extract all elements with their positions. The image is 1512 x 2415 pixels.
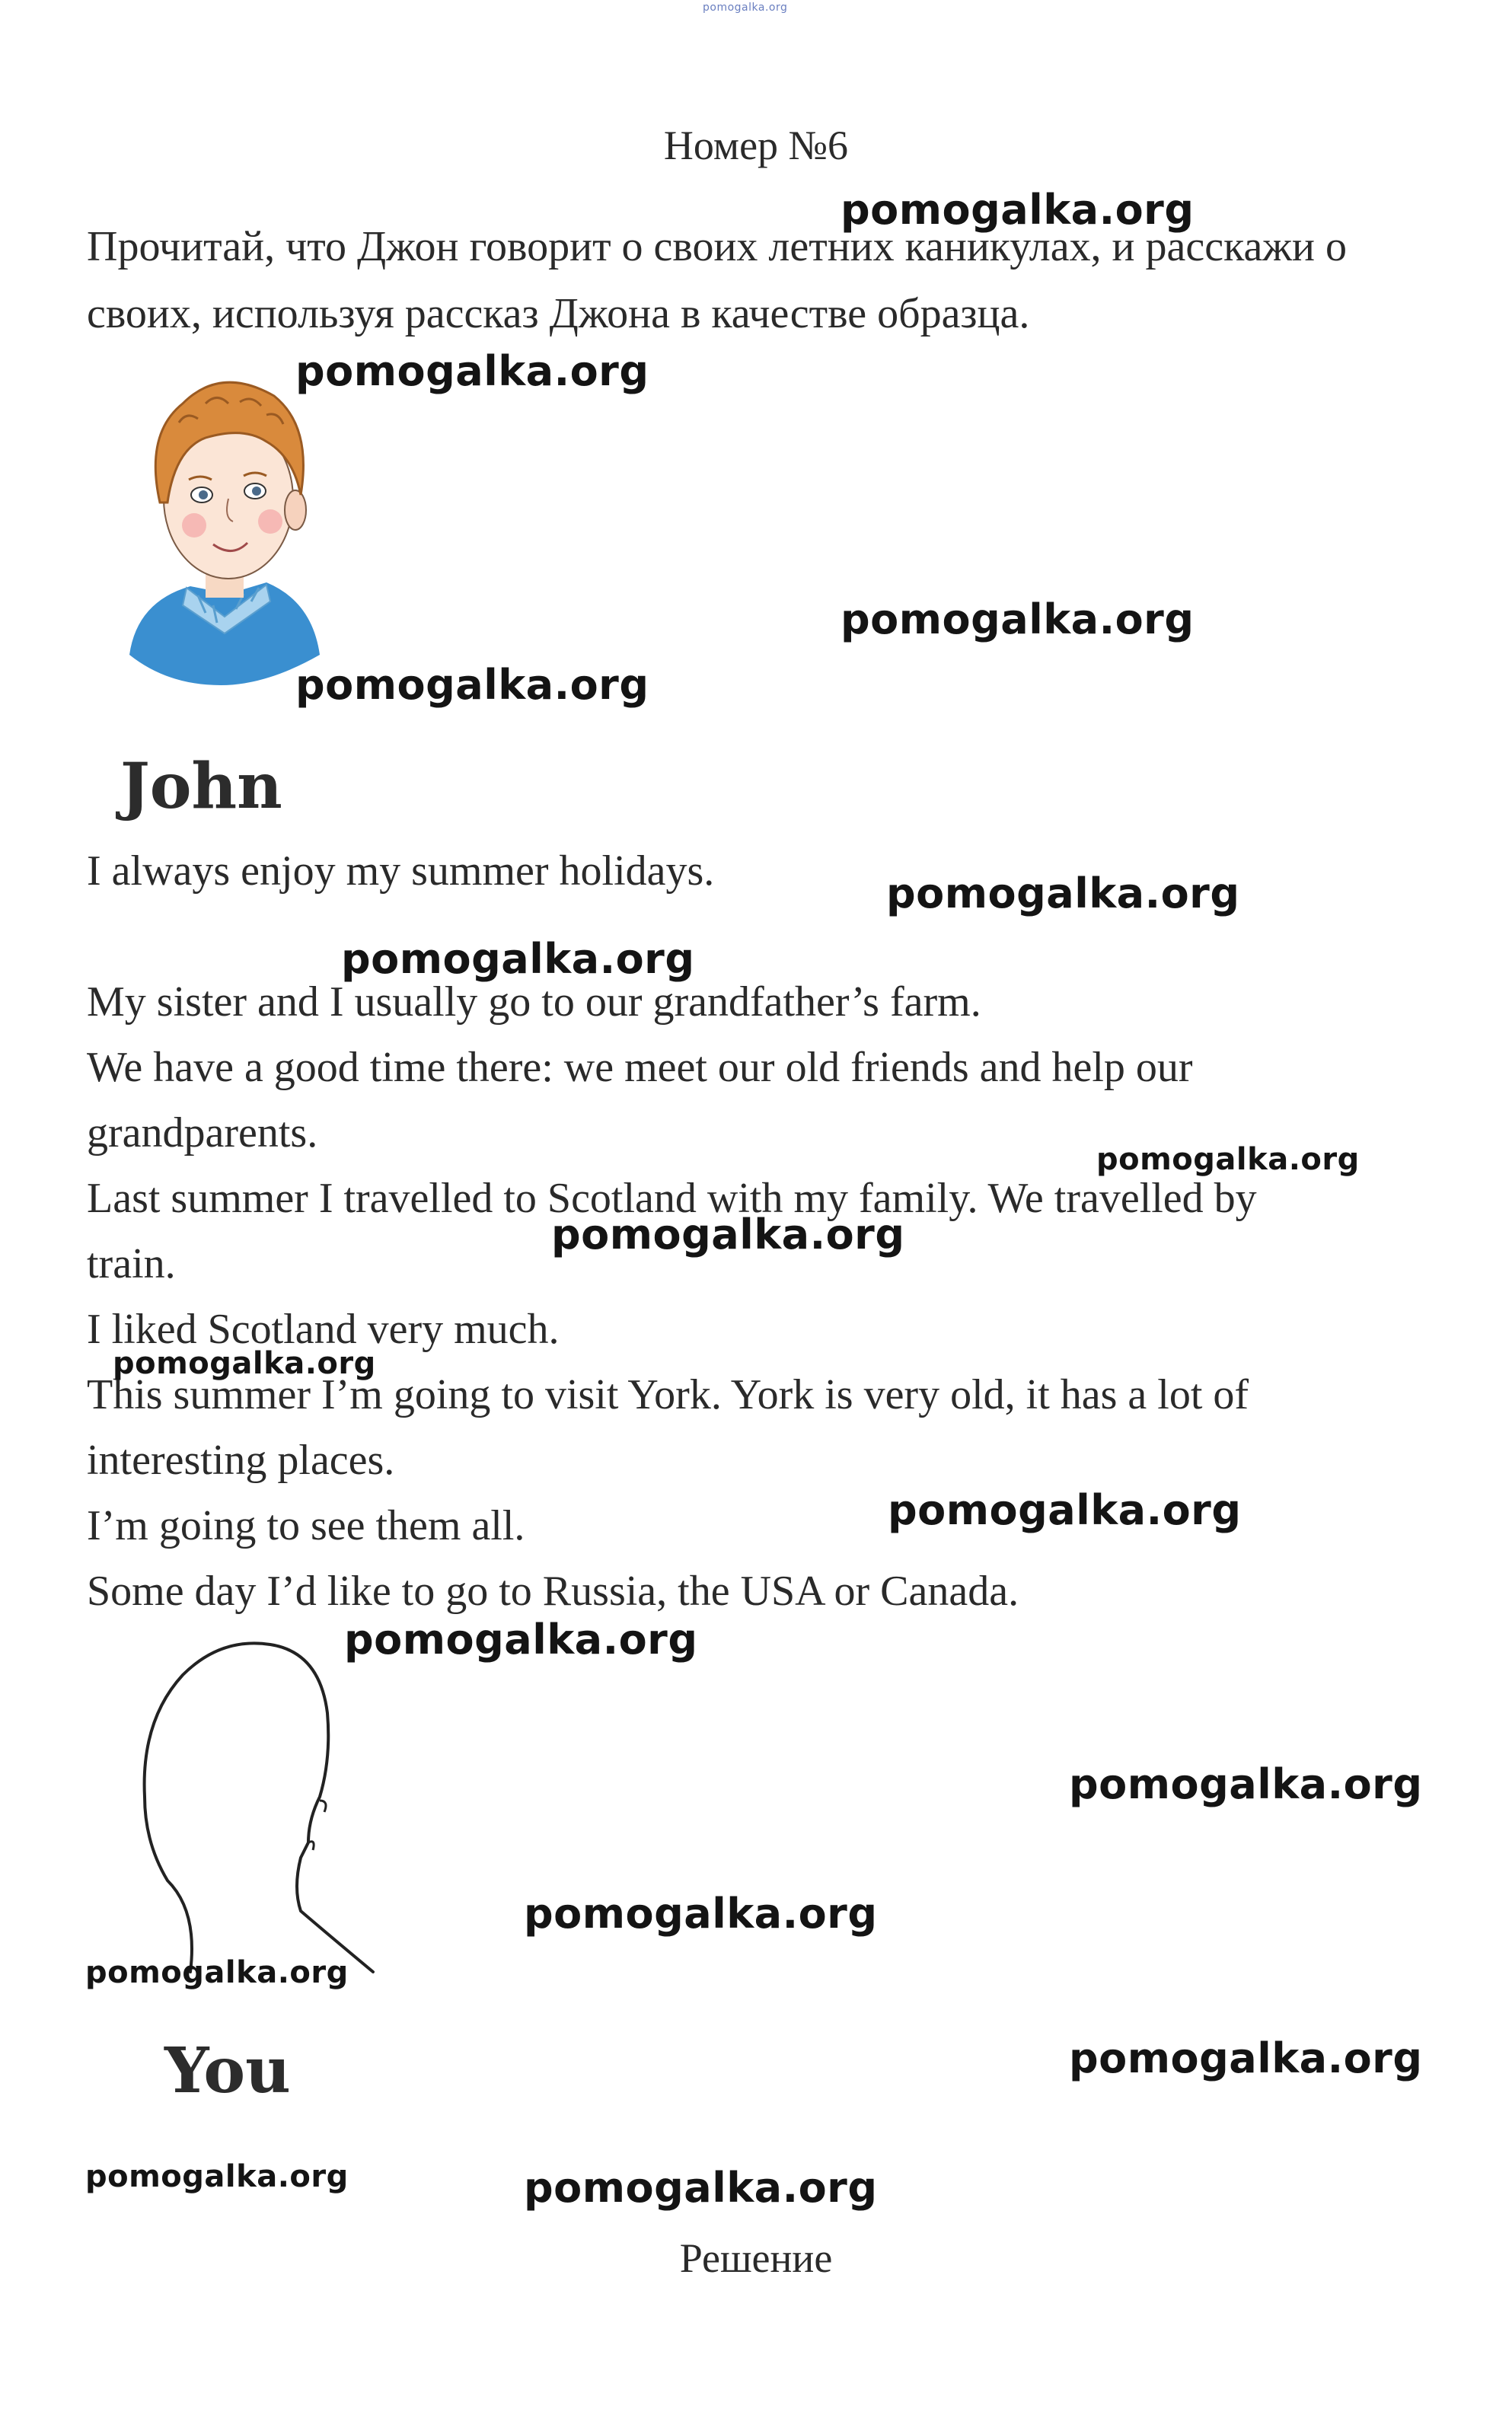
watermark: pomogalka.org: [524, 1890, 878, 1938]
header-watermark: pomogalka.org: [703, 2, 788, 14]
instruction-text: Прочитай, что Джон говорит о своих летних каникулах, и расскажи о своих, используя рассказ Джона в качестве образца.: [87, 223, 1347, 337]
story-line: train.: [87, 1240, 176, 1287]
watermark: pomogalka.org: [85, 2159, 349, 2194]
story-line: interesting places.: [87, 1437, 395, 1484]
watermark: pomogalka.org: [113, 1346, 376, 1381]
story-line: I liked Scotland very much.: [87, 1306, 560, 1353]
watermark: pomogalka.org: [886, 869, 1240, 917]
page-title: Номер №6: [663, 123, 849, 168]
watermark: pomogalka.org: [1069, 2034, 1423, 2082]
story-line: Some day I’d like to go to Russia, the USA or Canada.: [87, 1568, 1019, 1615]
story-line: I’m going to see them all.: [87, 1502, 525, 1549]
watermark: pomogalka.org: [841, 186, 1195, 234]
watermark: pomogalka.org: [295, 661, 649, 709]
watermark: pomogalka.org: [85, 1955, 349, 1990]
watermark: pomogalka.org: [344, 1616, 698, 1664]
you-silhouette: [137, 1629, 388, 1980]
watermark: pomogalka.org: [341, 935, 695, 983]
story-line: I always enjoy my summer holidays.: [87, 847, 715, 895]
john-caption: John: [120, 750, 282, 823]
watermark: pomogalka.org: [841, 595, 1195, 643]
story-line: This summer I’m going to visit York. York is very old, it has a lot of: [87, 1371, 1249, 1418]
watermark: pomogalka.org: [551, 1211, 905, 1259]
solution-label: Решение: [679, 2235, 833, 2281]
watermark: pomogalka.org: [524, 2164, 878, 2212]
you-caption: You: [164, 2034, 291, 2107]
story-line: Last summer I travelled to Scotland with my family. We travelled by: [87, 1175, 1257, 1222]
john-illustration: [114, 350, 327, 693]
story-line: We have a good time there: we meet our old friends and help our: [87, 1044, 1193, 1091]
watermark: pomogalka.org: [888, 1486, 1242, 1534]
story-line: My sister and I usually go to our grandfather’s farm.: [87, 978, 981, 1026]
watermark: pomogalka.org: [1096, 1142, 1360, 1177]
watermark: pomogalka.org: [295, 347, 649, 395]
watermark: pomogalka.org: [1069, 1760, 1423, 1808]
story-line: grandparents.: [87, 1109, 318, 1156]
